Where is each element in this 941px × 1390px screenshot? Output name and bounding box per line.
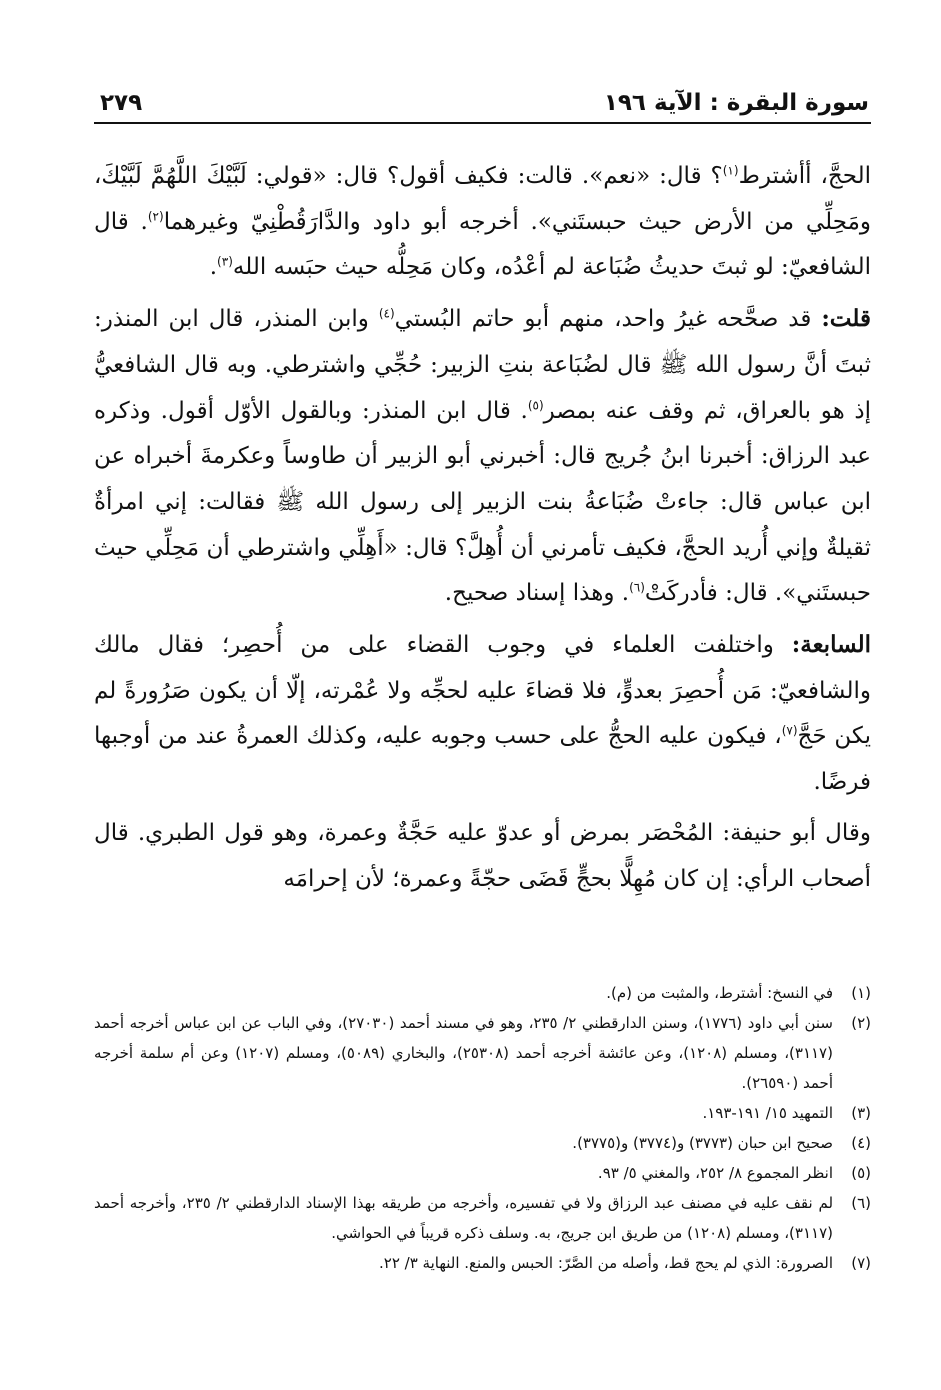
text-run: . وهذا إسناد صحيح. [444,580,630,607]
footnote-number: (١) [851,984,871,1002]
text-run: واختلفت العلماء في وجوب القضاء على من أُحصِر؛ فقال مالك والشافعيّ: مَن أُحصِرَ بعدوٍّ، فلا قضاءَ عليه لحجِّه ولا عُمْرته، إلّا أن يكون صَرُورةً لم يكن حَجَّ [94,632,871,750]
footnote-text: في النسخ: أشترط، والمثبت من (م). [606,984,833,1002]
footnote [94,1008,871,1098]
footnote [94,1248,871,1278]
footnote-number: (٤) [851,1134,871,1152]
text-run: ؟ قال: «نعم». قالت: فكيف أقول؟ قال: «قولي: لَبَّيْكَ اللَّهُمَّ لَبَّيْكَ، ومَحِلِّي من الأرض حيث حبستَني». أخرجه أبو داود والدَّارَقُطْنِيّ وغيرهما [94,163,871,235]
text-run: الحجَّ، أأشترط [738,163,871,189]
footnote-ref: (٥) [527,397,544,412]
footnote-ref: (٦) [629,580,645,595]
paragraph [94,811,871,902]
footnote-number: (٢) [851,1014,871,1032]
text-run: وابن المنذر، قال ابن المنذر: ثبتَ أنَّ رسول الله ﷺ قال لضُبَاعة بنتِ الزبير: حُجِّي واشترطي. وبه قال الشافعيُّ إذ هو بالعراق، ثم وقف عنه بمصر [94,306,871,424]
footnote [94,1128,871,1158]
footnotes [94,978,871,1278]
footnote-text: لم نقف عليه في مصنف عبد الرزاق ولا في تفسيره، وأخرجه من طريقه بهذا الإسناد الدارقطني ٢/ ٢٣٥، وأخرجه أحمد (٣١١٧)، ومسلم (١٢٠٨) من طريق ابن جريج، به. وسلف ذكره قريباً في الحواشي. [94,1194,834,1242]
page-number: ٢٧٩ [100,90,143,116]
footnote-ref: (٣) [217,254,233,269]
footnote [94,1158,871,1188]
paragraph [94,154,871,291]
text-run: . [209,254,218,281]
text-run: وقال أبو حنيفة: المُحْصَر بمرض أو عدوّ عليه حَجَّةٌ وعمرة، وهو قول الطبري. قال أصحاب الرأي: إن كان مُهِلًّا بحجٍّ قَضَى حجّةً وعمرة؛ لأن إحرامَه [94,819,871,892]
footnote [94,978,871,1008]
text-run: . قال ابن المنذر: وبالقول الأوّل أقول. وذكره عبد الرزاق: أخبرنا ابنُ جُريج قال: أخبرني أبو الزبير أن طاوساً وعكرمةَ أخبراه عن ابن عباس قال: جاءتْ ضُبَاعةُ بنت الزبير إلى رسول الله ﷺ فقالت: إني امرأةٌ ثقيلةٌ وإني أُريد الحجَّ، فكيف تأمرني أن أُهِلَّ؟ قال: «أَهِلِّي واشترطي أن مَحِلِّي حيث حبستَني». قال: فأدركَتْ [94,397,871,607]
footnote-ref: (٤) [378,306,395,321]
text-run: . قال الشافعيّ: لو ثبتَ حديثُ ضُبَاعة لم أعْدُه، وكان مَحِلُّه حيث حبَسه الله [94,208,871,281]
text-run: قد صحَّحه غيرُ واحد، منهم أبو حاتم البُستي [394,306,822,333]
footnote-ref: (٧) [781,723,798,738]
paragraph-lead: السابعة: [791,631,871,659]
footnote-text: صحيح ابن حبان (٣٧٧٣) و(٣٧٧٤) و(٣٧٧٥). [572,1134,833,1152]
paragraph [94,296,871,617]
footnote-number: (٦) [851,1194,871,1212]
footnote [94,1188,871,1248]
footnote-number: (٣) [851,1104,871,1122]
footnote-ref: (٢) [147,209,164,224]
text-run: ، فيكون عليه الحجُّ على حسب وجوبه عليه، وكذلك العمرةُ عند من أوجبها فرضًا. [94,723,871,796]
footnote-number: (٥) [851,1164,871,1182]
footnote-text: انظر المجموع ٨/ ٢٥٢، والمغني ٥/ ٩٣. [597,1164,833,1182]
main-text [94,154,871,902]
paragraph [94,622,871,806]
footnote-ref: (١) [722,163,739,178]
footnote-text: التمهيد ١٥/ ١٩١-١٩٣. [702,1104,833,1122]
paragraph-lead: قلت: [821,305,871,333]
footnote-number: (٧) [851,1254,871,1272]
page-header [94,88,871,124]
footnote-text: سنن أبي داود (١٧٧٦)، وسنن الدارقطني ٢/ ٢٣٥، وهو في مسند أحمد (٢٧٠٣٠)، وفي الباب عن ابن عباس أخرجه أحمد (٣١١٧)، ومسلم (١٢٠٨)، وعن عائشة أخرجه أحمد (٢٥٣٠٨)، والبخاري (٥٠٨٩)، ومسلم (١٢٠٧) وعن أم سلمة أخرجه أحمد (٢٦٥٩٠). [94,1014,833,1092]
footnote [94,1098,871,1128]
running-title: سورة البقرة : الآية ١٩٦ [603,90,869,116]
footnote-text: الصرورة: الذي لم يحج قط، وأصله من الصَّرّ: الحبس والمنع. النهاية ٣/ ٢٢. [378,1254,833,1272]
